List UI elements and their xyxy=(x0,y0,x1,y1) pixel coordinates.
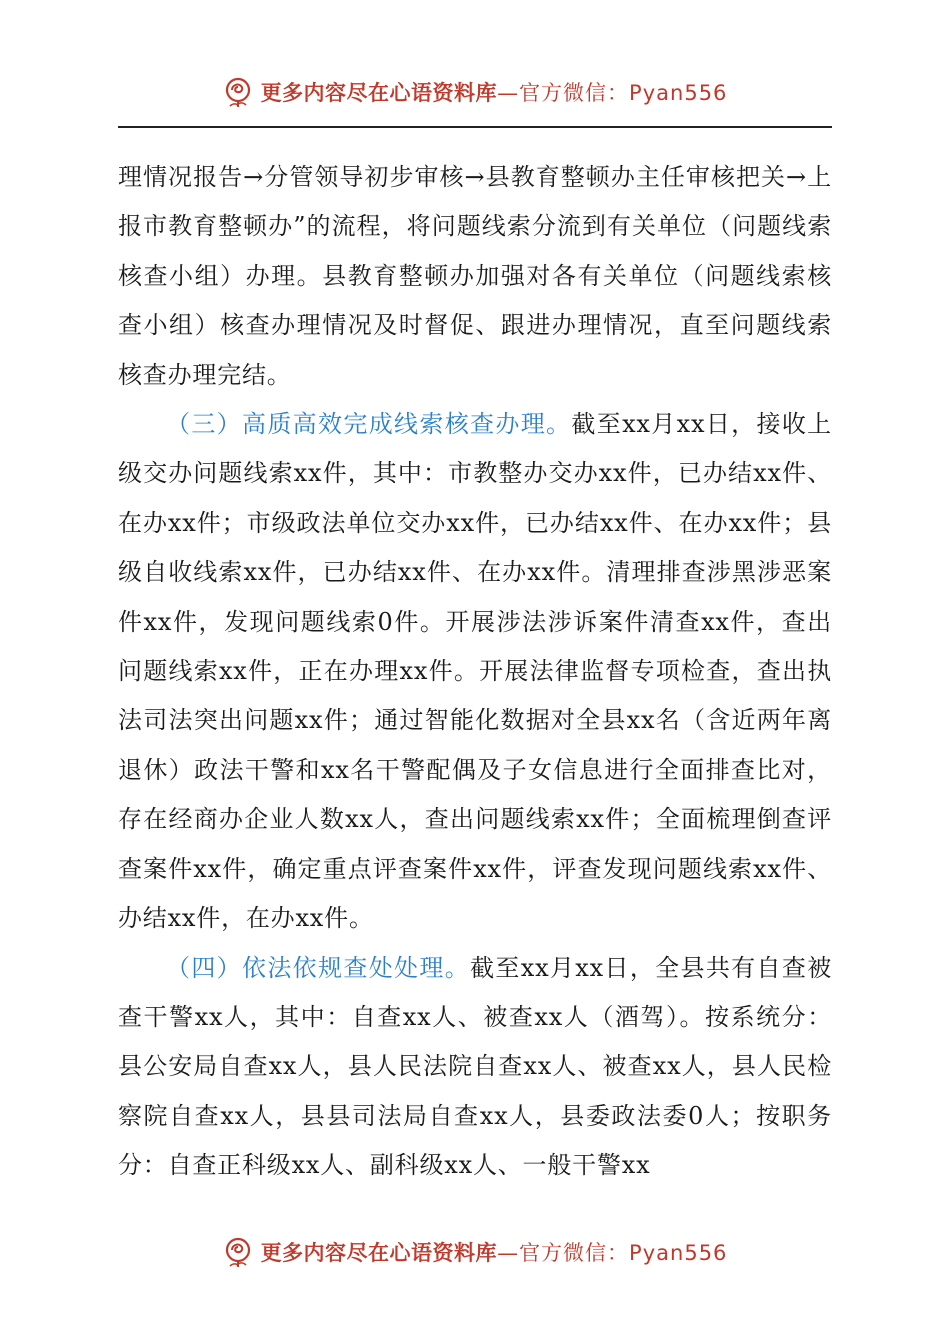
header-banner-main-text: 更多内容尽在心语资料库 xyxy=(260,81,498,105)
paragraph-2-body: 截至xx月xx日，接收上级交办问题线索xx件，其中：市教整办交办xx件，已办结xx件、在办xx件；市级政法单位交办xx件，已办结xx件、在办xx件；县级自收线索xx件，已办结xx件、在办xx件。清理排查涉黑涉恶案件xx件，发现问题线索0件。开展涉法涉诉案件清查xx件，查出问题线索xx件，正在办理xx件。开展法律监督专项检查，查出执法司法突出问题xx件；通过智能化数据对全县xx名（含近两年离退休）政法干警和xx名干警配偶及子女信息进行全面排查比对，存在经商办企业人数xx人，查出问题线索xx件；全面梳理倒查评查案件xx件，确定重点评查案件xx件，评查发现问题线索xx件、办结xx件，在办xx件。 xyxy=(118,410,832,933)
header-banner xyxy=(0,72,950,112)
paragraph-3-body: 截至xx月xx日，全县共有自查被查干警xx人，其中：自查xx人、被查xx人（酒驾）。按系统分：县公安局自查xx人，县人民法院自查xx人、被查xx人，县人民检察院自查xx人，县县司法局自查xx人，县委政法委0人；按职务分：自查正科级xx人、副科级xx人、一般干警xx xyxy=(118,953,832,1180)
footer-banner-rest-text: —官方微信：Pyan556 xyxy=(497,1241,728,1265)
footer-banner-main-text: 更多内容尽在心语资料库 xyxy=(260,1241,498,1265)
document-body xyxy=(118,153,832,1191)
rose-flower-icon xyxy=(223,1235,257,1269)
paragraph-1 xyxy=(118,153,832,400)
paragraph-3 xyxy=(118,944,832,1191)
section-heading-3: （三）高质高效完成线索核查办理。 xyxy=(166,410,572,439)
footer-banner xyxy=(0,1232,950,1272)
section-heading-4: （四）依法依规查处处理。 xyxy=(166,953,471,982)
rose-flower-icon xyxy=(223,75,257,109)
header-divider xyxy=(118,126,832,128)
paragraph-2 xyxy=(118,400,832,943)
header-banner-rest-text: —官方微信：Pyan556 xyxy=(497,81,728,105)
paragraph-1-body: 理情况报告→分管领导初步审核→县教育整顿办主任审核把关→上报市教育整顿办”的流程，将问题线索分流到有关单位（问题线索核查小组）办理。县教育整顿办加强对各有关单位（问题线索核查小组）核查办理情况及时督促、跟进办理情况，直至问题线索核查办理完结。 xyxy=(118,163,832,389)
